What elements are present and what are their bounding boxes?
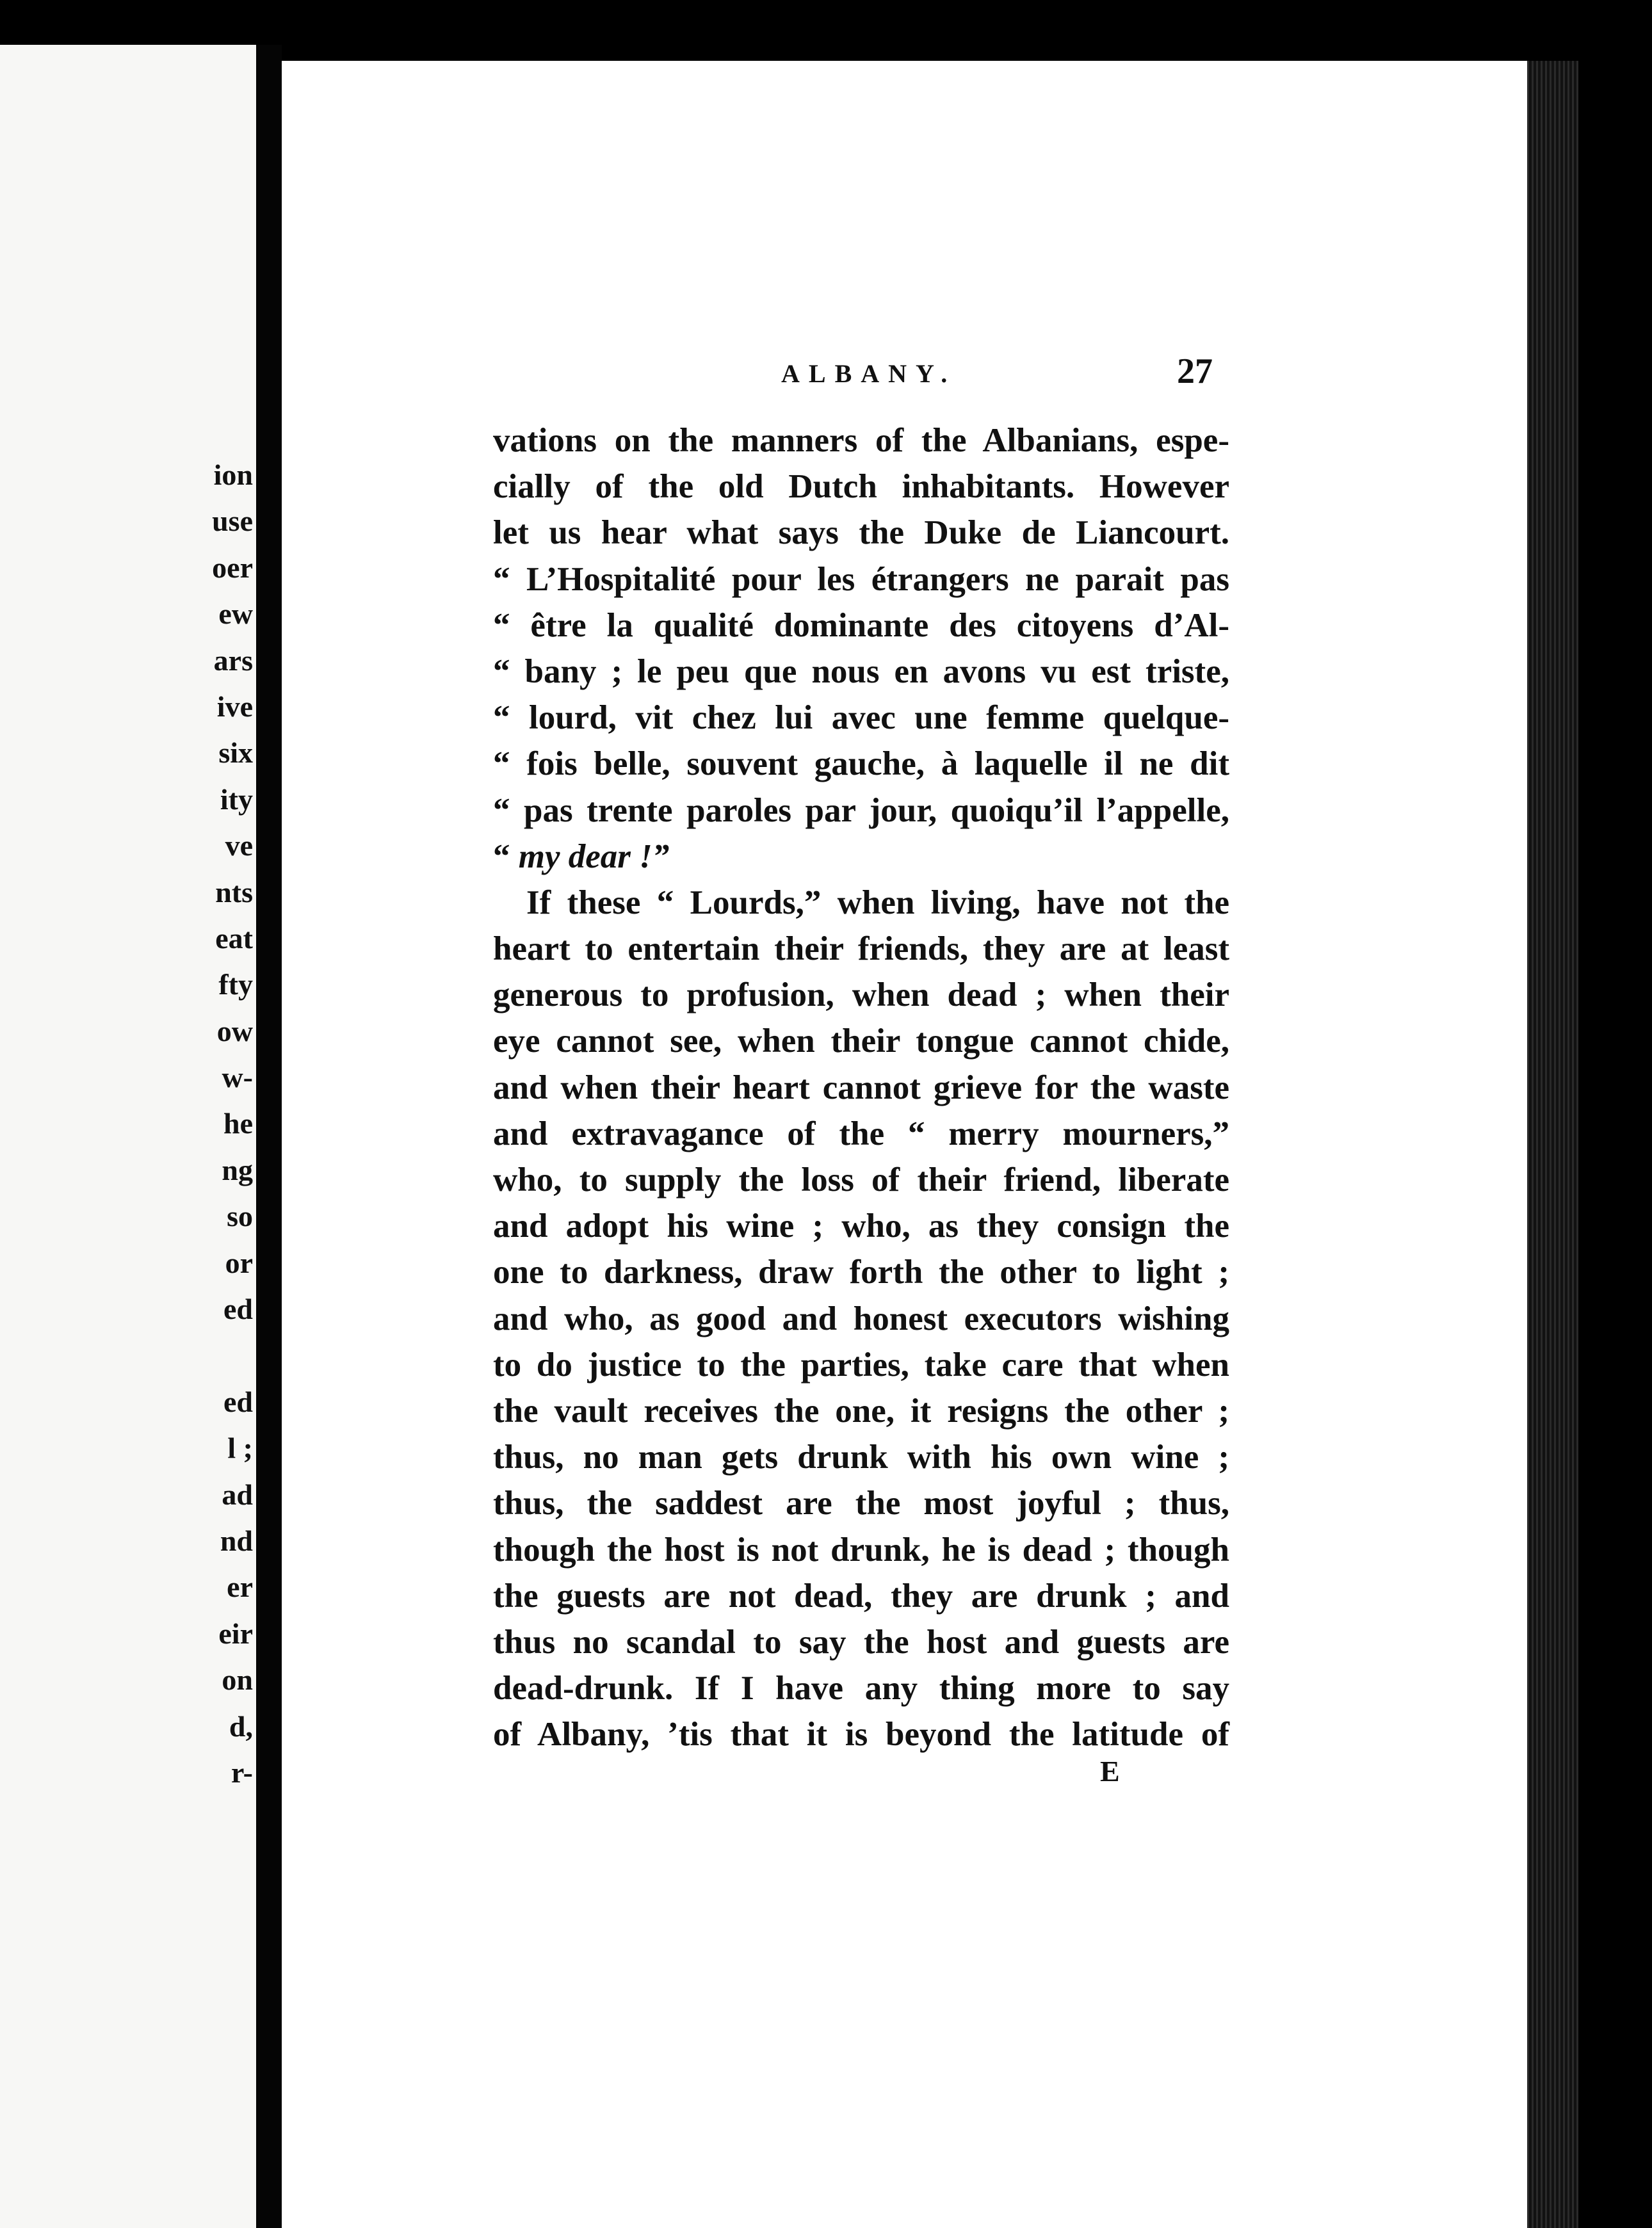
facing-line-end: ad bbox=[222, 1478, 253, 1511]
text-line: the guests are not dead, they are drunk ; and bbox=[493, 1577, 1229, 1615]
body-text bbox=[493, 417, 1229, 1757]
facing-page-fragment bbox=[0, 45, 256, 2228]
text-line: “ bany ; le peu que nous en avons vu est triste, bbox=[493, 652, 1229, 690]
running-head: ALBANY. bbox=[781, 359, 957, 388]
facing-line-end: ve bbox=[225, 829, 253, 862]
facing-line-end: eir bbox=[218, 1617, 253, 1650]
text-line: and who, as good and honest executors wishing bbox=[493, 1300, 1229, 1337]
facing-line-end: ow bbox=[216, 1014, 253, 1047]
text-line: thus no scandal to say the host and guests are bbox=[493, 1623, 1229, 1661]
facing-line-end: l ; bbox=[227, 1432, 253, 1465]
facing-line-end: ng bbox=[222, 1153, 253, 1186]
text-line: of Albany, ’tis that it is beyond the latitude of bbox=[493, 1716, 1229, 1754]
page-edges bbox=[1527, 61, 1578, 2228]
facing-line-end: d, bbox=[229, 1709, 253, 1743]
facing-line-end: nts bbox=[215, 875, 253, 908]
text-line: generous to profusion, when dead ; when their bbox=[493, 976, 1229, 1014]
facing-line-end: ed bbox=[223, 1385, 253, 1418]
text-line: and adopt his wine ; who, as they consign the bbox=[493, 1207, 1229, 1245]
text-line: dead-drunk. If I have any thing more to say bbox=[493, 1670, 1229, 1707]
text-line: and when their heart cannot grieve for the waste bbox=[493, 1069, 1229, 1106]
facing-line-end: w- bbox=[222, 1061, 253, 1094]
page-number: 27 bbox=[1177, 351, 1213, 391]
facing-line-end: use bbox=[212, 505, 253, 538]
text-line: heart to entertain their friends, they are at least bbox=[493, 930, 1229, 968]
quote-mark: “ bbox=[493, 837, 519, 875]
text-line: and extravagance of the “ merry mourners,” bbox=[493, 1115, 1229, 1152]
text-line-quote-end bbox=[493, 834, 1229, 880]
facing-line-end: ew bbox=[218, 597, 253, 631]
text-line: the vault receives the one, it resigns the other ; bbox=[493, 1392, 1229, 1430]
facing-line-end: er bbox=[227, 1570, 253, 1604]
facing-line-end: fty bbox=[218, 968, 253, 1001]
facing-line-end: oer bbox=[212, 551, 253, 584]
facing-line-end bbox=[0, 1332, 253, 1378]
text-line: “ être la qualité dominante des citoyens d’Al- bbox=[493, 606, 1229, 644]
text-line: let us hear what says the Duke de Liancourt. bbox=[493, 514, 1229, 552]
text-line: cially of the old Dutch inhabitants. However bbox=[493, 468, 1229, 506]
facing-page-line-ends bbox=[0, 452, 253, 1796]
text-line: “ lourd, vit chez lui avec une femme quelque- bbox=[493, 699, 1229, 737]
facing-line-end: r- bbox=[231, 1756, 253, 1789]
facing-line-end: on bbox=[222, 1663, 253, 1697]
facing-line-end: six bbox=[218, 736, 253, 770]
facing-line-end: ive bbox=[216, 690, 253, 723]
text-line: who, to supply the loss of their friend, liberate bbox=[493, 1161, 1229, 1199]
text-line: eye cannot see, when their tongue cannot chide, bbox=[493, 1022, 1229, 1060]
facing-line-end: he bbox=[223, 1107, 253, 1140]
text-line: “ fois belle, souvent gauche, à laquelle il ne dit bbox=[493, 745, 1229, 783]
text-line: though the host is not drunk, he is dead ; though bbox=[493, 1531, 1229, 1569]
text-line: to do justice to the parties, take care that when bbox=[493, 1346, 1229, 1384]
italic-phrase: my dear !” bbox=[518, 837, 670, 875]
text-line: vations on the manners of the Albanians, espe- bbox=[493, 422, 1229, 459]
facing-line-end: ed bbox=[223, 1293, 253, 1326]
facing-line-end: ion bbox=[213, 458, 253, 491]
facing-line-end: eat bbox=[215, 921, 253, 955]
text-line: thus, the saddest are the most joyful ; thus, bbox=[493, 1485, 1229, 1522]
facing-line-end: ars bbox=[213, 643, 253, 677]
facing-line-end: nd bbox=[220, 1524, 253, 1557]
text-line: “ pas trente paroles par jour, quoiqu’il l’appelle, bbox=[493, 791, 1229, 829]
text-line: one to darkness, draw forth the other to light ; bbox=[493, 1254, 1229, 1291]
book-gutter bbox=[256, 45, 282, 2228]
facing-line-end: or bbox=[225, 1246, 253, 1279]
text-line: “ L’Hospitalité pour les étrangers ne parait pas bbox=[493, 560, 1229, 598]
facing-line-end: ity bbox=[220, 782, 253, 816]
text-line: If these “ Lourds,” when living, have not the bbox=[526, 884, 1229, 921]
text-line: thus, no man gets drunk with his own wine ; bbox=[493, 1439, 1229, 1476]
facing-line-end: so bbox=[227, 1200, 253, 1233]
signature-mark: E bbox=[1100, 1755, 1120, 1788]
